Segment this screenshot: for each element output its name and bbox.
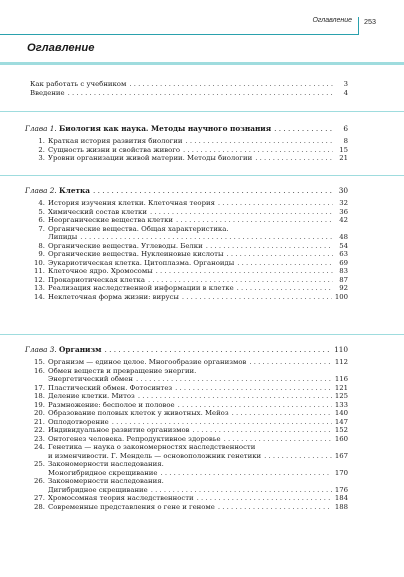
toc-entry-page: 87 (339, 275, 348, 284)
toc-entry-page: 69 (339, 258, 348, 267)
toc-entry-number: 27. (34, 494, 45, 502)
leader-dots (255, 154, 333, 163)
toc-entry-number: 9. (38, 250, 45, 258)
chapter-heading[interactable] (25, 186, 348, 195)
toc-entry-number: 3. (38, 154, 45, 162)
toc-entry-title: Генетика — наука о закономерностях наследственности (48, 443, 256, 451)
toc-entry-continuation[interactable] (25, 486, 348, 495)
toc-entry[interactable] (25, 250, 348, 259)
toc-entry-number: 20. (34, 409, 45, 417)
toc-entry-number: 10. (34, 258, 45, 267)
toc-entry-number: 1. (38, 137, 45, 145)
leader-dots (226, 250, 333, 259)
toc-entry-title: Краткая история развития биологии (48, 137, 183, 145)
header-rule (0, 34, 358, 35)
leader-dots (148, 276, 333, 285)
toc-entry-page: 184 (334, 494, 348, 502)
toc-entry-title: Размножение: бесполое и половое (48, 400, 175, 409)
toc-entry-title: Энергетический обмен (48, 375, 133, 383)
leader-dots (178, 401, 332, 410)
leader-dots (104, 345, 331, 354)
toc-entry-page: 32 (339, 199, 348, 207)
toc-entry-continuation[interactable] (25, 233, 348, 242)
toc-entry-continuation[interactable] (25, 469, 348, 478)
toc-entry-number: 22. (34, 426, 45, 434)
toc-entry-page: 112 (334, 358, 348, 366)
toc-entry[interactable] (25, 392, 348, 401)
toc-entry-title: Клеточное ядро. Хромосомы (48, 267, 153, 275)
toc-entry[interactable] (25, 401, 348, 410)
chapter-heading[interactable] (25, 124, 348, 133)
toc-entry[interactable] (25, 358, 348, 367)
leader-dots (160, 469, 331, 478)
header-divider (358, 17, 359, 35)
toc-entry[interactable] (25, 259, 348, 268)
toc-entry-title: Хромосомная теория наследственности (48, 494, 194, 502)
toc-entry-title: Как работать с учебником (30, 80, 127, 88)
toc-entry-page: 15 (339, 145, 348, 154)
toc-entry-title: Обмен веществ и превращение энергии. (48, 366, 197, 375)
page-title: Оглавление (27, 42, 95, 54)
toc-entry[interactable] (25, 146, 348, 155)
toc-entry[interactable] (25, 284, 348, 293)
toc-entry[interactable] (25, 443, 348, 452)
leader-dots (192, 426, 331, 435)
toc-entry[interactable] (25, 154, 348, 163)
toc-entry[interactable] (25, 367, 348, 376)
toc-entry-title: Образование половых клеток у животных. Мейоз (48, 409, 229, 417)
toc-entry-title: История изучения клетки. Клеточная теория (48, 199, 215, 207)
chapter-label: Глава 2. (25, 186, 57, 195)
toc-entry[interactable] (25, 199, 348, 208)
toc-entry-title: Уровни организации живой материи. Методы биологии (48, 154, 253, 162)
toc-entry-title: и изменчивости. Г. Мендель — основоположник генетики (48, 451, 262, 460)
toc-entry-number: 6. (38, 216, 45, 224)
toc-entry-title: Прокариотическая клетка (48, 275, 145, 284)
toc-entry-page: 121 (334, 383, 348, 392)
toc-entry-page: 3 (343, 80, 348, 88)
leader-dots (176, 216, 333, 225)
chapter-heading[interactable] (25, 345, 348, 354)
toc-entry-number: 14. (34, 292, 45, 301)
toc-entry[interactable] (25, 460, 348, 469)
chapter-block (25, 345, 348, 511)
toc-entry-page: 36 (339, 207, 348, 216)
toc-entry[interactable] (25, 494, 348, 503)
toc-entry-number: 5. (38, 207, 45, 216)
leader-dots (206, 242, 333, 251)
toc-entry[interactable] (25, 384, 348, 393)
leader-dots (249, 358, 331, 367)
toc-entry-number: 24. (34, 443, 45, 451)
toc-entry-number: 12. (34, 275, 45, 284)
toc-entry-page: 100 (334, 292, 348, 301)
toc-entry[interactable] (25, 426, 348, 435)
toc-entry-title: Современные представления о гене и геноме (48, 502, 215, 511)
toc-entry-title: Неклеточная форма жизни: вирусы (48, 292, 179, 301)
leader-dots (183, 146, 333, 155)
leader-dots (175, 384, 332, 393)
chapter-page: 110 (334, 345, 348, 354)
toc-entry-page: 125 (334, 392, 348, 400)
toc-entry-page: 21 (339, 154, 348, 162)
table-of-contents (25, 80, 348, 511)
chapter-block (25, 186, 348, 301)
toc-entry-continuation[interactable] (25, 452, 348, 461)
toc-entry-number: 21. (34, 417, 45, 426)
leader-dots (218, 503, 332, 512)
toc-entry[interactable] (25, 137, 348, 146)
toc-entry[interactable] (30, 89, 348, 98)
chapter-separator (0, 175, 404, 176)
toc-entry-number: 17. (34, 383, 45, 392)
toc-entry-title: Закономерности наследования. (48, 477, 164, 485)
leader-dots (264, 452, 332, 461)
toc-entry[interactable] (25, 293, 348, 302)
toc-entry-page: 63 (339, 250, 348, 258)
chapter-separator (0, 111, 404, 112)
leader-dots (224, 435, 332, 444)
toc-entry-continuation[interactable] (25, 375, 348, 384)
toc-entry-number: 13. (34, 284, 45, 292)
page-number: 253 (364, 17, 376, 26)
toc-entry-page: 133 (334, 400, 348, 409)
toc-entry-number: 23. (34, 434, 45, 443)
toc-entry-title: Реализация наследственной информации в клетке (48, 284, 234, 292)
toc-entry[interactable] (25, 208, 348, 217)
toc-entry-number: 15. (34, 358, 45, 366)
chapter-label: Глава 1. (25, 124, 57, 133)
toc-entry[interactable] (25, 435, 348, 444)
toc-entry-page: 116 (334, 375, 348, 383)
toc-entry[interactable] (30, 80, 348, 89)
toc-entry[interactable] (25, 418, 348, 427)
chapter-block (25, 124, 348, 163)
chapter-title: Клетка (59, 186, 90, 195)
toc-entry-number: 8. (38, 241, 45, 250)
toc-entry-number: 2. (38, 145, 45, 154)
toc-entry-page: 4 (343, 88, 348, 97)
leader-dots (232, 409, 332, 418)
toc-entry[interactable] (25, 216, 348, 225)
toc-entry-number: 19. (34, 400, 45, 409)
toc-entry-number: 28. (34, 502, 45, 511)
toc-entry-number: 25. (34, 460, 45, 468)
toc-entry-title: Введение (30, 88, 65, 97)
leader-dots (138, 392, 332, 401)
toc-entry[interactable] (25, 267, 348, 276)
chapter-page: 6 (343, 124, 348, 133)
toc-entry-title: Оплодотворение (48, 417, 109, 426)
toc-entry-number: 16. (34, 366, 45, 375)
toc-entry-title: Организм — единое целое. Многообразие организмов (48, 358, 247, 366)
toc-entry-title: Химический состав клетки (48, 207, 147, 216)
toc-entry-page: 48 (339, 233, 348, 241)
chapter-separator (0, 334, 404, 335)
toc-entry[interactable] (25, 409, 348, 418)
leader-dots (112, 418, 332, 427)
toc-entry-title: Онтогенез человека. Репродуктивное здоровье (48, 434, 221, 443)
leader-dots (237, 284, 333, 293)
toc-entry-title: Органические вещества. Общая характеристика. (48, 224, 229, 233)
toc-entry-title: Органические вещества. Нуклеиновые кислоты (48, 250, 224, 258)
running-header (0, 14, 404, 34)
leader-dots (274, 124, 333, 133)
toc-entry-page: 8 (343, 137, 348, 145)
leader-dots (93, 186, 333, 195)
title-band (0, 62, 404, 65)
leader-dots (68, 89, 333, 98)
leader-dots (197, 494, 332, 503)
toc-entry-page: 140 (334, 409, 348, 417)
toc-entry-title: Моногибридное скрещивание (48, 468, 158, 477)
toc-entry-page: 170 (334, 468, 348, 477)
toc-entry-title: Закономерности наследования. (48, 460, 164, 468)
chapter-page: 30 (338, 186, 348, 195)
leader-dots (151, 486, 332, 495)
toc-entry-number: 4. (38, 199, 45, 207)
toc-entry[interactable] (25, 503, 348, 512)
toc-entry[interactable] (25, 477, 348, 486)
leader-dots (129, 80, 333, 89)
toc-entry-number: 26. (34, 477, 45, 485)
leader-dots (150, 208, 333, 217)
leader-dots (185, 137, 333, 146)
toc-entry-page: 147 (334, 417, 348, 426)
toc-entry-title: Липиды (48, 233, 78, 241)
toc-entry-page: 167 (334, 451, 348, 460)
leader-dots (182, 293, 332, 302)
toc-entry-title: Эукариотическая клетка. Цитоплазма. Органоиды (48, 258, 235, 267)
toc-entry-page: 92 (339, 284, 348, 292)
toc-entry[interactable] (25, 276, 348, 285)
leader-dots (218, 199, 333, 208)
toc-entry-number: 7. (38, 224, 45, 233)
running-header-section: Оглавление (312, 17, 352, 24)
leader-dots (237, 259, 333, 268)
toc-entry-title: Органические вещества. Углеводы. Белки (48, 241, 203, 250)
toc-entry-page: 160 (334, 434, 348, 443)
toc-entry[interactable] (25, 242, 348, 251)
chapter-title: Биология как наука. Методы научного познания (59, 124, 272, 133)
toc-entry-title: Неорганические вещества клетки (48, 216, 173, 224)
toc-entry[interactable] (25, 225, 348, 234)
toc-entry-page: 83 (339, 267, 348, 275)
chapter-title: Организм (59, 345, 102, 354)
toc-entry-title: Сущность жизни и свойства живого (48, 145, 180, 154)
toc-entry-title: Деление клетки. Митоз (48, 392, 135, 400)
leader-dots (136, 375, 332, 384)
toc-entry-page: 42 (339, 216, 348, 224)
leader-dots (80, 233, 333, 242)
chapter-label: Глава 3. (25, 345, 57, 354)
toc-entry-number: 18. (34, 392, 45, 400)
toc-entry-title: Индивидуальное развитие организмов (48, 426, 190, 434)
toc-entry-page: 176 (334, 485, 348, 494)
toc-entry-title: Дигибридное скрещивание (48, 485, 148, 494)
toc-entry-page: 54 (339, 241, 348, 250)
toc-entry-number: 11. (34, 267, 45, 275)
toc-entry-page: 152 (334, 426, 348, 434)
toc-entry-title: Пластический обмен. Фотосинтез (48, 383, 173, 392)
leader-dots (156, 267, 333, 276)
toc-entry-page: 188 (334, 502, 348, 511)
